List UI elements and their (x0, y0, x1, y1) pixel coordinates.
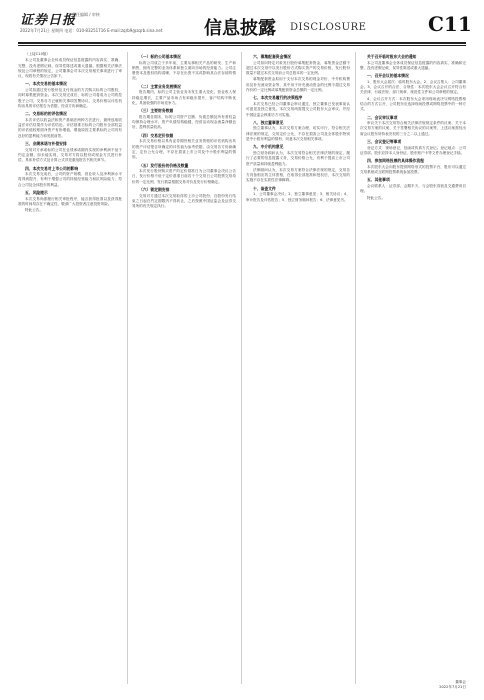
paragraph: 报告期内，标的公司主营业务未发生重大变化，营业收入保持稳定增长，主要产品市场占有率稳步提升，客户结构不断优化，具备较强的市场竞争力。 (132, 90, 236, 105)
column-divider (241, 52, 242, 684)
paragraph: 募集配套资金拟用于支付本次交易的现金对价、中介机构费用及补充流动资金等，其中用于补充流动资金的比例不超过交易作价的一定比例或募集配套资金总额的一定比例。 (246, 77, 350, 93)
page-number: C11 (428, 12, 472, 36)
section-subheading: 三、业绩承诺与补偿安排 (25, 141, 67, 147)
paragraph: 本次股东大会向股东提供网络形式的投票平台，股东可以通过交易系统或互联网投票系统参加投票。 (360, 164, 466, 175)
section-subheading: 八、独立董事意见 (253, 119, 284, 125)
header-rule-thin (18, 45, 466, 46)
section-subheading: 六、募集配套资金情况 (253, 54, 291, 59)
paragraph: 本次评估以收益法和资产基础法两种方法进行，最终选取收益法评估结果作为评估结论。评估基准日标的公司股东全部权益的评估值较账面净资产有所增值，增值原因主要系标的公司具有良好的盈利能力和发展前景。 (18, 117, 122, 138)
section-subheading: 二、会议审议事项 (367, 114, 398, 120)
text-column-1 (18, 52, 122, 684)
paragraph: 交易对方承诺标的公司在业绩承诺期内实现的净利润不低于约定金额，如未能实现，交易对方将以股份或现金方式进行补偿，具体补偿方式及计算公式详见重组报告书相关章节。 (18, 147, 122, 163)
section-subheading: 五、其他事项 (367, 177, 390, 183)
paragraph: 特此公告。 (367, 195, 385, 200)
section-subheading: 三、会议登记等事项 (367, 139, 402, 145)
section-subheading: 二、交易标的的评估情况 (25, 111, 67, 117)
section-subheading: 一、本次交易的基本情况 (25, 81, 67, 87)
section-title: 信息披露 (204, 18, 276, 39)
newspaper-masthead: 证券日报 (20, 13, 77, 28)
section-subheading: 十、备查文件 (253, 185, 276, 191)
paragraph: 报告期各期末，标的公司资产总额、负债总额及所有者权益均保持合理水平，资产负债结构稳健，经营活动现金流量净额良好，盈利质量较高。 (132, 114, 236, 130)
section-subheading: （二）主营业务发展情况 (139, 83, 181, 89)
paragraph: （上接C10版） (25, 52, 51, 56)
paragraph: 交易对方通过本次交易取得的上市公司股份，自股份发行结束之日起在约定期限内不得转让，之后按照中国证监会及证券交易所的有关规定执行。 (132, 193, 236, 209)
section-subheading: 四、本次交易对上市公司的影响 (25, 165, 79, 171)
paragraph: 本次交易已经公司董事会审议通过，独立董事已发表事前认可意见及独立意见。本次交易尚需提交公司股东大会审议，并经中国证监会核准后方可实施。 (246, 101, 350, 117)
paragraph: 独立财务顾问认为，本次交易符合相关法律法规的规定，履行了必要的信息披露义务，交易价格公允，有利于提高上市公司资产质量和持续盈利能力。 (246, 150, 350, 166)
paragraph: 公司拟通过发行股份及支付现金的方式购买标的公司股权，同时募集配套资金。本次交易完成后，标的公司将成为公司的控股子公司，交易各方已就相关事项签署协议，交易价格以评估机构出具的评估报告为依据，经双方协商确定。 (18, 88, 122, 108)
section-subheading: （三）主要财务数据 (139, 108, 174, 114)
section-subheading: 关于召开临时股东大会的通知 (367, 54, 417, 59)
paragraph: 独立董事认为，本次交易方案合理、切实可行，符合相关法律法规的规定，交易定价公允，不存在损害公司及全体股东特别是中小股东利益的情形，同意本次交易相关事项。 (246, 126, 350, 142)
paragraph: 1、股东大会届次：临时股东大会。2、会议召集人：公司董事会。3、会议召开的合法、合规性：本次股东大会会议召开符合有关法律、行政法规、部门规章、规范性文件和公司章程的规定。 (360, 79, 466, 95)
paragraph: 本次交易完成后，公司的资产规模、营业收入及净利润水平将得到提升，有利于增强公司的持续经营能力和抗风险能力，符合公司及全体股东的利益。 (18, 172, 122, 187)
section-subheading: （一）标的公司基本情况 (139, 54, 181, 59)
section-subheading: 四、参加网络投票的具体操作流程 (367, 158, 424, 164)
paragraph: 本公司及董事会全体成员保证信息披露的内容真实、准确、完整，没有虚假记载、误导性陈述或重大遗漏。根据相关法律法规及公司章程的规定，公司董事会对本次交易相关事项进行了审议，现将有关情况公告如下。 (18, 58, 122, 79)
section-subheading: （六）锁定期安排 (139, 187, 170, 193)
paragraph: 标的公司成立于多年前，主要从事相关产品的研发、生产和销售，拥有完整的业务体系和独立面向市场的经营能力。公司注册资本及股权结构清晰，不存在出资不实或影响其合法存续的情况。 (132, 60, 236, 81)
paragraph: 会议联系人：证券部。会期半天，与会股东食宿及交通费用自理。 (360, 184, 466, 194)
section-subheading: （四）交易定价依据 (139, 132, 174, 138)
section-subheading: （五）发行股份的价格及数量 (139, 162, 189, 168)
paragraph: 4、会议召开方式：本次股东大会采用现场表决与网络投票相结合的方式召开，公司股东应选择现场投票或网络投票中的一种方式。 (360, 96, 466, 112)
paragraph: 本次交易尚需履行相关审批程序，能否获得批准以及获得批准的时间均存在不确定性，敬请广大投资者注意投资风险。 (18, 196, 122, 206)
signature-block (382, 680, 466, 690)
editor-credit: 责任编辑 / 审核 (72, 12, 100, 17)
paragraph: 本公司及董事会全体成员保证信息披露的内容真实、准确和完整，没有虚假记载、误导性陈述或重大遗漏。 (360, 60, 466, 70)
text-column-3 (246, 52, 350, 684)
header-rule-thick (18, 42, 466, 44)
section-subheading: 五、风险提示 (25, 190, 48, 196)
paragraph: 特此公告。 (25, 208, 43, 213)
text-column-2 (132, 52, 236, 684)
paragraph: 法律顾问认为，本次交易方案符合法律法规的规定，交易各方具备相应的主体资格，在取得全部批准和授权后，本次交易的实施不存在实质性法律障碍。 (246, 167, 350, 183)
paragraph: 本次发行股份购买资产的定价基准日为公司董事会决议公告日，发行价格不低于定价基准日前若干个交易日公司股票交易均价的一定比例，发行数量根据交易对价及发行价格确定。 (132, 169, 236, 184)
paragraph: 登记方式：现场登记、信函或传真方式登记。登记地点：公司证券部。股东应持本人身份证、股东账户卡等文件办理登记手续。 (360, 145, 466, 155)
section-subheading: 七、本次交易履行的决策程序 (253, 95, 303, 101)
paragraph: 本次交易价格以具有证券期货相关业务资格的评估机构出具的资产评估报告所确定的评估值为参考依据，由交易各方协商确定，定价公允合理，不存在损害上市公司及中小股东利益的情形。 (132, 139, 236, 160)
column-divider (355, 52, 356, 684)
column-divider (127, 52, 128, 684)
date-contact-line: 2022年7月21日 星期四 电话：010-83251716 E-mail:zqrb9@zqrb.sina.net (20, 28, 163, 33)
signature-company: 董事会 (455, 680, 466, 684)
text-column-4 (360, 52, 466, 684)
paragraph: 审议关于本次交易符合相关法律法规规定条件的议案、关于本次交易方案的议案、关于签署相关协议的议案等，上述议案需经出席会议股东所持表决权的三分之二以上通过。 (360, 121, 466, 136)
section-subheading: 一、召开会议的基本情况 (367, 73, 409, 79)
section-title-english: DISCLOSURE (290, 22, 367, 33)
page-header (0, 0, 484, 50)
section-subheading: 九、中介机构意见 (253, 144, 284, 150)
article-body (18, 52, 466, 684)
paragraph: 1、公司董事会决议；2、独立董事意见；3、相关协议；4、审计报告及评估报告；5、独立财务顾问报告；6、法律意见书。 (246, 192, 350, 202)
signature-date: 2022年7月21日 (439, 685, 466, 689)
paragraph: 公司拟向特定对象发行股份募集配套资金，募集资金总额不超过本次交易中以发行股份方式购买资产的交易价格，发行股份数量不超过本次交易前公司总股本的一定比例。 (246, 60, 350, 76)
